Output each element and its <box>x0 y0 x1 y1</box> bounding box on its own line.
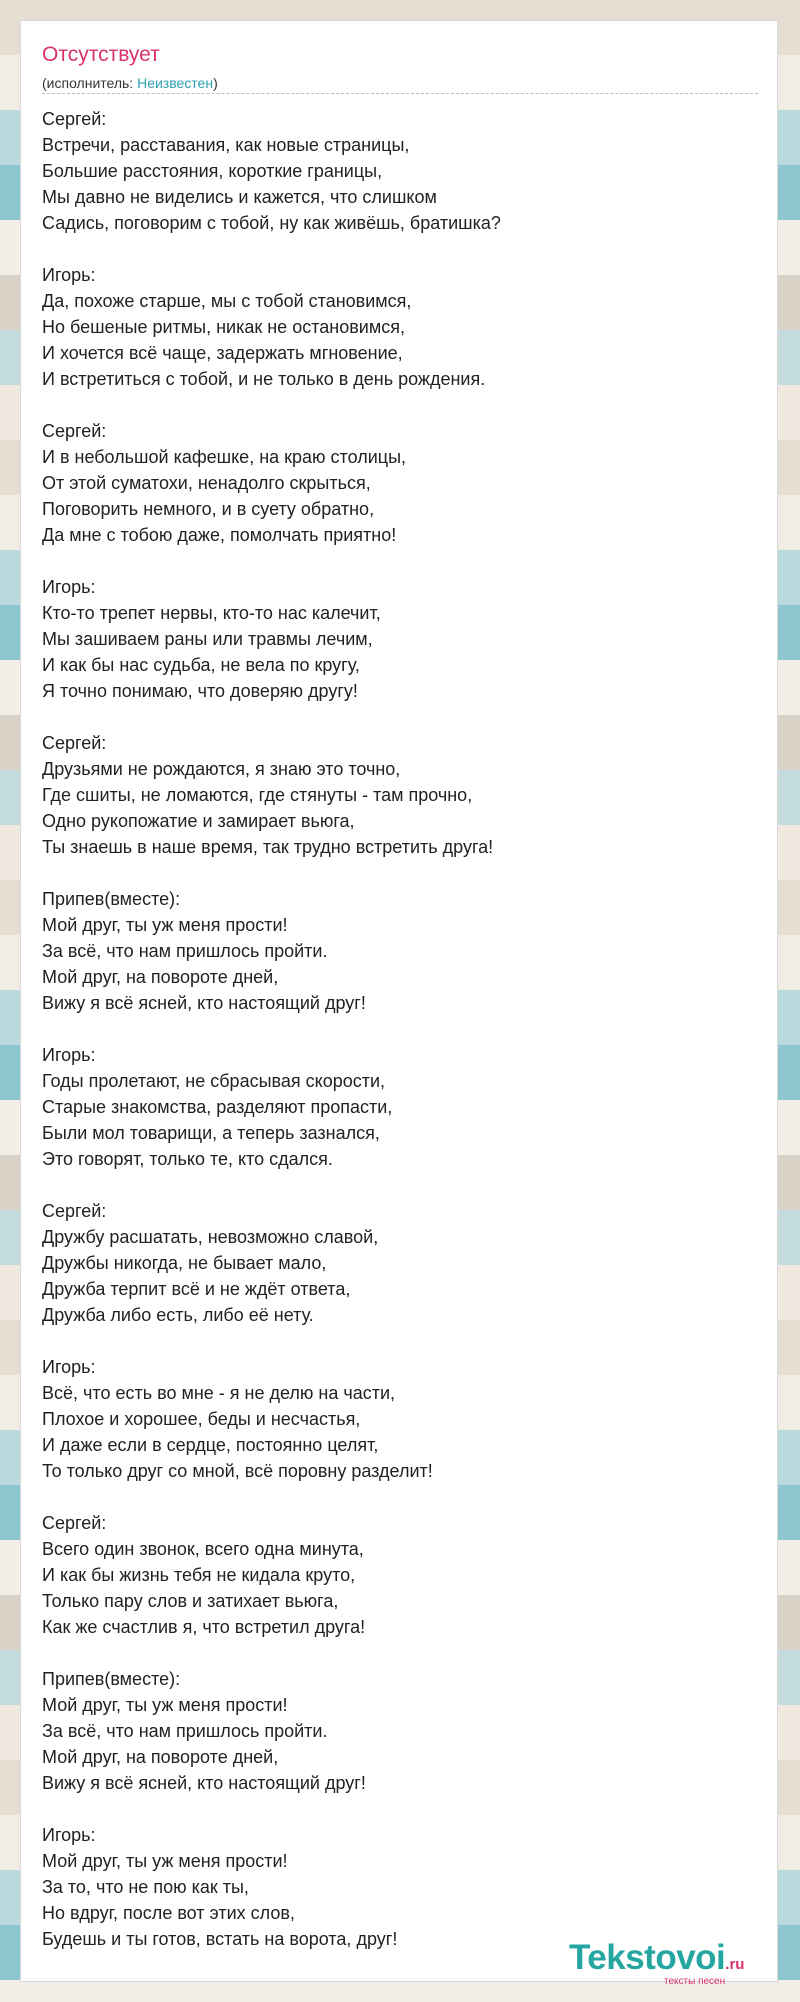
lyrics-line: Одно рукопожатие и замирает вьюга, <box>42 811 355 831</box>
lyrics-line: И встретиться с тобой, и не только в день рождения. <box>42 369 486 389</box>
lyrics-line: Поговорить немного, и в суету обратно, <box>42 499 375 519</box>
lyrics-line: Вижу я всё ясней, кто настоящий друг! <box>42 1773 366 1793</box>
lyrics-line: И хочется всё чаще, задержать мгновение, <box>42 343 403 363</box>
lyrics-line: Всё, что есть во мне - я не делю на части, <box>42 1383 396 1403</box>
artist-prefix: (исполнитель: <box>42 75 138 91</box>
lyrics-line: Большие расстояния, короткие границы, <box>42 161 383 181</box>
lyrics-line: Дружбы никогда, не бывает мало, <box>42 1253 327 1273</box>
lyrics-line: Мы давно не виделись и кажется, что слишком <box>42 187 437 207</box>
lyrics-line: Да, похоже старше, мы с тобой становимся, <box>42 291 412 311</box>
lyrics-line: То только друг со мной, всё поровну разделит! <box>42 1461 433 1481</box>
lyrics-line: Кто-то трепет нервы, кто-то нас калечит, <box>42 603 381 623</box>
lyrics-line: Встречи, расставания, как новые страницы, <box>42 135 410 155</box>
lyrics-line: Дружбу расшатать, невозможно славой, <box>42 1227 379 1247</box>
lyrics-line: Но бешеные ритмы, никак не остановимся, <box>42 317 405 337</box>
lyrics-line: И в небольшой кафешке, на краю столицы, <box>42 447 407 467</box>
lyrics-line: Старые знакомства, разделяют пропасти, <box>42 1097 393 1117</box>
stanza-speaker: Игорь: <box>42 265 96 285</box>
stanza-speaker: Игорь: <box>42 1357 96 1377</box>
lyrics-line: За всё, что нам пришлось пройти. <box>42 1721 328 1741</box>
lyrics-stanza <box>42 574 758 704</box>
lyrics-line: Дружба терпит всё и не ждёт ответа, <box>42 1279 351 1299</box>
artist-line <box>42 75 218 91</box>
lyrics-line: Друзьями не рождаются, я знаю это точно, <box>42 759 401 779</box>
lyrics-line: Будешь и ты готов, встать на ворота, друг! <box>42 1929 398 1949</box>
stanza-speaker: Сергей: <box>42 733 107 753</box>
lyrics-line: Мой друг, на повороте дней, <box>42 967 279 987</box>
stanza-speaker: Игорь: <box>42 1825 96 1845</box>
stanza-speaker: Игорь: <box>42 577 96 597</box>
lyrics-card <box>20 20 778 1987</box>
lyrics-line: Где сшиты, не ломаются, где стянуты - там прочно, <box>42 785 473 805</box>
lyrics-line: Годы пролетают, не сбрасывая скорости, <box>42 1071 386 1091</box>
lyrics-line: И как бы жизнь тебя не кидала круто, <box>42 1565 356 1585</box>
lyrics-line: Это говорят, только те, кто сдался. <box>42 1149 333 1169</box>
lyrics-line: Как же счастлив я, что встретил друга! <box>42 1617 366 1637</box>
lyrics-stanza <box>42 418 758 548</box>
lyrics-stanza <box>42 1666 758 1796</box>
title-divider <box>42 93 758 94</box>
lyrics-stanza <box>42 262 758 392</box>
lyrics-stanza <box>42 106 758 236</box>
logo-tagline: тексты песен <box>664 1976 726 1987</box>
lyrics-line: За то, что не пою как ты, <box>42 1877 249 1897</box>
lyrics-stanza <box>42 1042 758 1172</box>
lyrics-line: Мы зашиваем раны или травмы лечим, <box>42 629 373 649</box>
stanza-speaker: Припев(вместе): <box>42 1669 181 1689</box>
lyrics-line: За всё, что нам пришлось пройти. <box>42 941 328 961</box>
lyrics-stanza <box>42 1198 758 1328</box>
lyrics-line: Дружба либо есть, либо её нету. <box>42 1305 314 1325</box>
lyrics-text <box>42 106 758 1978</box>
lyrics-line: Мой друг, ты уж меня прости! <box>42 1851 288 1871</box>
logo-tld: .ru <box>725 1956 745 1973</box>
lyrics-line: Только пару слов и затихает вьюга, <box>42 1591 339 1611</box>
artist-link[interactable]: Неизвестен <box>137 75 214 91</box>
logo-wordmark <box>569 1938 744 1978</box>
lyrics-line: Мой друг, ты уж меня прости! <box>42 1695 288 1715</box>
lyrics-line: И даже если в сердце, постоянно целят, <box>42 1435 379 1455</box>
lyrics-stanza <box>42 1822 758 1952</box>
stanza-speaker: Припев(вместе): <box>42 889 181 909</box>
lyrics-line: Садись, поговорим с тобой, ну как живёшь, братишка? <box>42 213 501 233</box>
lyrics-line: Да мне с тобою даже, помолчать приятно! <box>42 525 397 545</box>
lyrics-line: От этой суматохи, ненадолго скрыться, <box>42 473 371 493</box>
site-logo[interactable] <box>569 1938 769 1988</box>
lyrics-line: Я точно понимаю, что доверяю другу! <box>42 681 358 701</box>
artist-suffix: ) <box>213 75 218 91</box>
stanza-speaker: Сергей: <box>42 109 107 129</box>
lyrics-line: Вижу я всё ясней, кто настоящий друг! <box>42 993 366 1013</box>
lyrics-line: И как бы нас судьба, не вела по кругу, <box>42 655 360 675</box>
lyrics-stanza <box>42 730 758 860</box>
song-title: Отсутствует <box>42 43 160 66</box>
stanza-speaker: Игорь: <box>42 1045 96 1065</box>
lyrics-line: Но вдруг, после вот этих слов, <box>42 1903 295 1923</box>
lyrics-line: Ты знаешь в наше время, так трудно встретить друга! <box>42 837 494 857</box>
stanza-speaker: Сергей: <box>42 1513 107 1533</box>
stanza-speaker: Сергей: <box>42 421 107 441</box>
stanza-speaker: Сергей: <box>42 1201 107 1221</box>
lyrics-line: Мой друг, ты уж меня прости! <box>42 915 288 935</box>
lyrics-line: Мой друг, на повороте дней, <box>42 1747 279 1767</box>
lyrics-stanza <box>42 886 758 1016</box>
logo-name: Tekstovoi <box>569 1938 726 1977</box>
lyrics-stanza <box>42 1510 758 1640</box>
lyrics-stanza <box>42 1354 758 1484</box>
lyrics-line: Были мол товарищи, а теперь зазнался, <box>42 1123 380 1143</box>
lyrics-line: Всего один звонок, всего одна минута, <box>42 1539 364 1559</box>
lyrics-line: Плохое и хорошее, беды и несчастья, <box>42 1409 361 1429</box>
